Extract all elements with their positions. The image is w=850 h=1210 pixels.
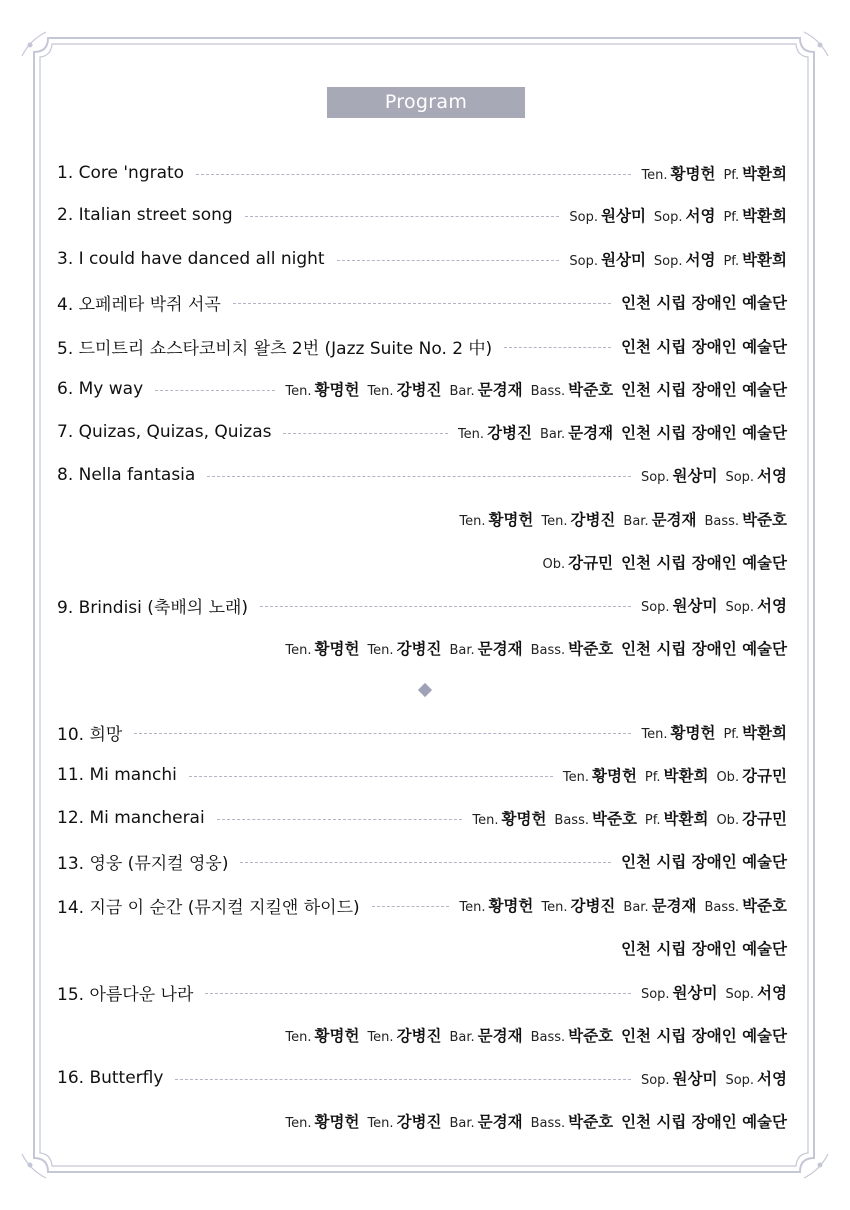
performer xyxy=(541,508,615,530)
piece-title: 3. I could have danced all night xyxy=(57,249,325,269)
performer-list xyxy=(641,721,787,743)
performer-name: 문경재 xyxy=(568,424,614,442)
performer-name: 강병진 xyxy=(570,511,616,529)
voice-part: Bass. xyxy=(530,384,566,399)
performer-name: 원상미 xyxy=(601,207,646,225)
performer xyxy=(641,1067,718,1089)
program-row xyxy=(57,805,787,831)
performer xyxy=(716,807,787,829)
performer-name: 인천 시립 장애인 예술단 xyxy=(621,940,787,958)
voice-part: Bar. xyxy=(539,427,566,442)
program-row xyxy=(57,333,787,359)
voice-part: Bar. xyxy=(449,384,475,399)
performer-name: 인천 시립 장애인 예술단 xyxy=(621,554,787,572)
performer-list xyxy=(621,335,787,357)
performer xyxy=(716,764,787,786)
performer-name: 원상미 xyxy=(672,1070,718,1088)
performer xyxy=(458,421,532,443)
voice-part: Sop. xyxy=(725,987,755,1002)
program-row xyxy=(57,979,787,1005)
performer xyxy=(472,807,546,829)
performer-name: 박준호 xyxy=(742,897,787,915)
performer xyxy=(621,1110,787,1132)
voice-part: Bass. xyxy=(530,1030,566,1045)
performer-name: 문경재 xyxy=(477,1113,523,1131)
performer-name: 박환희 xyxy=(742,165,787,183)
performer-name: 인천 시립 장애인 예술단 xyxy=(621,338,787,356)
performer-name: 박환희 xyxy=(663,810,709,828)
performer xyxy=(367,637,441,659)
performer xyxy=(449,1110,522,1132)
performer-name: 인천 시립 장애인 예술단 xyxy=(621,1027,787,1045)
performer xyxy=(449,637,522,659)
performer xyxy=(569,248,646,270)
piece-title: 5. 드미트리 쇼스타코비치 왈츠 2번 (Jazz Suite No. 2 中) xyxy=(57,338,493,359)
performer-list xyxy=(285,637,787,659)
dotted-leader xyxy=(155,390,275,391)
performer-name: 황명헌 xyxy=(314,640,360,658)
dotted-leader xyxy=(233,303,611,304)
piece-title: 13. 영웅 (뮤지컬 영웅) xyxy=(57,853,229,874)
performer-list xyxy=(472,807,787,829)
performer xyxy=(705,894,788,916)
voice-part: Ten. xyxy=(541,900,568,915)
voice-part: Pf. xyxy=(723,168,740,183)
performer-name: 원상미 xyxy=(672,467,718,485)
performer-name: 황명헌 xyxy=(314,1113,360,1131)
performer xyxy=(621,637,787,659)
performer xyxy=(725,981,787,1003)
piece-title: 9. Brindisi (축배의 노래) xyxy=(57,597,249,618)
performer xyxy=(563,764,637,786)
voice-part: Sop. xyxy=(725,1073,755,1088)
dotted-leader xyxy=(189,776,553,777)
program-row xyxy=(57,635,787,661)
voice-part: Bass. xyxy=(554,813,589,828)
voice-part: Ten. xyxy=(285,1116,312,1131)
performer-list xyxy=(285,378,787,400)
dotted-leader xyxy=(260,606,631,607)
performer-name: 박환희 xyxy=(742,724,787,742)
performer xyxy=(645,807,709,829)
performer xyxy=(621,378,787,400)
program-row xyxy=(57,202,787,228)
program-row xyxy=(57,1022,787,1048)
piece-title: 6. My way xyxy=(57,379,144,399)
performer xyxy=(531,1024,614,1046)
performer-name: 황명헌 xyxy=(670,724,716,742)
voice-part: Ten. xyxy=(367,643,394,658)
program-row xyxy=(57,289,787,315)
performer-name: 서영 xyxy=(757,984,787,1002)
performer-list xyxy=(543,551,787,573)
performer-list xyxy=(569,248,787,270)
performer-name: 강병진 xyxy=(396,1113,442,1131)
performer-name: 강규민 xyxy=(742,767,787,785)
performer-name: 문경재 xyxy=(477,381,523,399)
performer xyxy=(367,1024,441,1046)
performer-name: 박환희 xyxy=(742,251,787,269)
voice-part: Bass. xyxy=(530,643,566,658)
voice-part: Bar. xyxy=(449,643,475,658)
piece-title: 2. Italian street song xyxy=(57,205,233,225)
performer-name: 인천 시립 장애인 예술단 xyxy=(621,853,787,871)
performer xyxy=(540,421,613,443)
voice-part: Bass. xyxy=(704,900,740,915)
performer-name: 박준호 xyxy=(742,511,787,529)
voice-part: Pf. xyxy=(723,727,740,742)
performer-name: 서영 xyxy=(685,207,716,225)
performer-name: 박준호 xyxy=(568,381,614,399)
performer xyxy=(654,204,716,226)
performer-name: 서영 xyxy=(757,1070,787,1088)
performer-name: 박환희 xyxy=(663,767,709,785)
performer-name: 박준호 xyxy=(592,810,637,828)
voice-part: Ten. xyxy=(541,514,568,529)
piece-title: 1. Core 'ngrato xyxy=(57,163,185,183)
performer xyxy=(531,1110,614,1132)
performer xyxy=(459,894,533,916)
performer-name: 강병진 xyxy=(396,1027,442,1045)
dotted-leader xyxy=(217,819,463,820)
performer-name: 문경재 xyxy=(477,640,523,658)
performer-list xyxy=(641,162,787,184)
performer xyxy=(285,1024,359,1046)
voice-part: Ten. xyxy=(457,427,485,442)
piece-title: 16. Butterfly xyxy=(57,1068,164,1088)
voice-part: Ten. xyxy=(367,384,394,399)
program-row xyxy=(57,848,787,874)
voice-part: Ten. xyxy=(641,727,668,742)
performer-name: 문경재 xyxy=(477,1027,523,1045)
performer-list xyxy=(458,421,787,443)
voice-part: Ten. xyxy=(459,900,486,915)
voice-part: Ten. xyxy=(641,168,668,183)
program-row xyxy=(57,549,787,575)
performer xyxy=(285,1110,359,1132)
performer xyxy=(569,204,646,226)
performer-name: 박준호 xyxy=(568,1113,614,1131)
performer-name: 황명헌 xyxy=(488,511,534,529)
performer-list xyxy=(621,850,787,872)
voice-part: Ten. xyxy=(367,1030,394,1045)
voice-part: Bar. xyxy=(623,900,649,915)
performer xyxy=(285,637,359,659)
performer xyxy=(449,1024,522,1046)
voice-part: Ten. xyxy=(459,514,486,529)
piece-title: 12. Mi mancherai xyxy=(57,808,205,828)
performer xyxy=(725,1067,787,1089)
performer xyxy=(641,464,718,486)
program-row xyxy=(57,762,787,788)
performer-name: 황명헌 xyxy=(501,810,547,828)
performer xyxy=(541,894,615,916)
performer-name: 서영 xyxy=(757,467,787,485)
performer xyxy=(623,508,696,530)
program-row xyxy=(57,892,787,918)
performer-list xyxy=(285,1024,787,1046)
performer xyxy=(621,291,787,313)
performer-list xyxy=(641,1067,787,1089)
dotted-leader xyxy=(337,260,560,261)
performer xyxy=(723,248,787,270)
performer-name: 황명헌 xyxy=(592,767,637,785)
voice-part: Ob. xyxy=(716,813,740,828)
dotted-leader xyxy=(504,347,611,348)
voice-part: Sop. xyxy=(640,600,670,615)
voice-part: Sop. xyxy=(569,254,598,269)
performer xyxy=(285,378,359,400)
performer xyxy=(621,1024,787,1046)
performer-list xyxy=(459,508,787,530)
dotted-leader xyxy=(372,906,450,907)
program-row xyxy=(57,160,787,186)
performer-name: 강규민 xyxy=(568,554,614,572)
program-row xyxy=(57,246,787,272)
voice-part: Pf. xyxy=(723,210,740,225)
performer xyxy=(641,162,715,184)
performer-name: 인천 시립 장애인 예술단 xyxy=(621,294,787,312)
performer-name: 인천 시립 장애인 예술단 xyxy=(621,381,787,399)
program-row xyxy=(57,506,787,532)
dotted-leader xyxy=(134,733,631,734)
performer-name: 원상미 xyxy=(672,984,718,1002)
performer xyxy=(449,378,522,400)
dotted-leader xyxy=(205,993,631,994)
performer-name: 강병진 xyxy=(487,424,532,442)
voice-part: Bar. xyxy=(449,1030,475,1045)
program-row xyxy=(57,592,787,618)
performer xyxy=(725,464,787,486)
performer xyxy=(367,1110,441,1132)
performer-name: 문경재 xyxy=(651,897,697,915)
performer-list xyxy=(459,894,787,916)
dotted-leader xyxy=(245,216,560,217)
performer-name: 강병진 xyxy=(396,381,442,399)
voice-part: Pf. xyxy=(644,770,661,785)
performer-name: 박준호 xyxy=(568,1027,614,1045)
performer xyxy=(641,594,718,616)
performer xyxy=(621,335,787,357)
performer xyxy=(621,937,787,959)
performer-name: 인천 시립 장애인 예술단 xyxy=(621,424,787,442)
voice-part: Ten. xyxy=(367,1116,394,1131)
program-row xyxy=(57,376,787,402)
voice-part: Sop. xyxy=(725,470,755,485)
performer-name: 강규민 xyxy=(742,810,787,828)
performer-list xyxy=(621,291,787,313)
performer xyxy=(725,594,787,616)
program-row xyxy=(57,1108,787,1134)
dotted-leader xyxy=(283,433,447,434)
voice-part: Ob. xyxy=(716,770,740,785)
performer xyxy=(531,637,614,659)
voice-part: Pf. xyxy=(723,254,740,269)
performer xyxy=(531,378,614,400)
voice-part: Sop. xyxy=(725,600,755,615)
piece-title: 7. Quizas, Quizas, Quizas xyxy=(57,422,272,442)
piece-title: 15. 아름다운 나라 xyxy=(57,984,194,1005)
voice-part: Ten. xyxy=(472,813,499,828)
performer-list xyxy=(641,981,787,1003)
performer-name: 황명헌 xyxy=(314,1027,360,1045)
performer-name: 문경재 xyxy=(651,511,697,529)
voice-part: Sop. xyxy=(653,254,683,269)
dotted-leader xyxy=(196,174,631,175)
performer-name: 인천 시립 장애인 예술단 xyxy=(621,1113,787,1131)
performer xyxy=(554,807,637,829)
performer xyxy=(459,508,533,530)
performer xyxy=(623,894,696,916)
performer-name: 원상미 xyxy=(672,597,718,615)
piece-title: 4. 오페레타 박쥐 서곡 xyxy=(57,294,221,315)
program-heading: Program xyxy=(327,87,525,118)
performer xyxy=(621,421,787,443)
performer xyxy=(367,378,441,400)
performer xyxy=(723,204,787,226)
performer-name: 원상미 xyxy=(601,251,646,269)
program-row xyxy=(57,419,787,445)
performer-name: 황명헌 xyxy=(488,897,534,915)
performer xyxy=(641,721,715,743)
performer xyxy=(621,850,787,872)
performer-name: 황명헌 xyxy=(314,381,360,399)
performer-name: 박환희 xyxy=(742,207,787,225)
performer-name: 강병진 xyxy=(570,897,616,915)
voice-part: Ob. xyxy=(542,557,566,572)
performer-list xyxy=(641,594,787,616)
voice-part: Bass. xyxy=(530,1116,566,1131)
voice-part: Ten. xyxy=(285,384,312,399)
performer-list xyxy=(569,204,787,226)
performer xyxy=(543,551,614,573)
performer-name: 강병진 xyxy=(396,640,442,658)
voice-part: Bar. xyxy=(623,514,649,529)
performer-list xyxy=(285,1110,787,1132)
performer-name: 박준호 xyxy=(568,640,614,658)
performer-list xyxy=(641,464,787,486)
voice-part: Bass. xyxy=(704,514,740,529)
dotted-leader xyxy=(207,476,631,477)
performer xyxy=(645,764,709,786)
performer-list xyxy=(621,937,787,959)
voice-part: Sop. xyxy=(653,210,683,225)
voice-part: Sop. xyxy=(640,470,670,485)
performer-name: 서영 xyxy=(685,251,716,269)
performer xyxy=(621,551,787,573)
program-row xyxy=(57,719,787,745)
piece-title: 10. 희망 xyxy=(57,724,123,745)
piece-title: 14. 지금 이 순간 (뮤지컬 지킬앤 하이드) xyxy=(57,897,360,918)
voice-part: Sop. xyxy=(569,210,598,225)
voice-part: Pf. xyxy=(644,813,661,828)
program-row xyxy=(57,935,787,961)
performer xyxy=(705,508,788,530)
voice-part: Ten. xyxy=(562,770,589,785)
dotted-leader xyxy=(175,1079,631,1080)
voice-part: Sop. xyxy=(640,987,670,1002)
performer xyxy=(723,162,787,184)
voice-part: Bar. xyxy=(449,1116,475,1131)
program-row xyxy=(57,1065,787,1091)
performer xyxy=(654,248,716,270)
voice-part: Ten. xyxy=(285,1030,312,1045)
performer-list xyxy=(563,764,787,786)
performer xyxy=(641,981,718,1003)
voice-part: Sop. xyxy=(640,1073,670,1088)
performer-name: 인천 시립 장애인 예술단 xyxy=(621,640,787,658)
dotted-leader xyxy=(240,862,611,863)
piece-title: 11. Mi manchi xyxy=(57,765,177,785)
voice-part: Ten. xyxy=(285,643,312,658)
performer xyxy=(723,721,787,743)
performer-name: 황명헌 xyxy=(670,165,716,183)
performer-name: 서영 xyxy=(757,597,787,615)
program-row xyxy=(57,462,787,488)
piece-title: 8. Nella fantasia xyxy=(57,465,196,485)
